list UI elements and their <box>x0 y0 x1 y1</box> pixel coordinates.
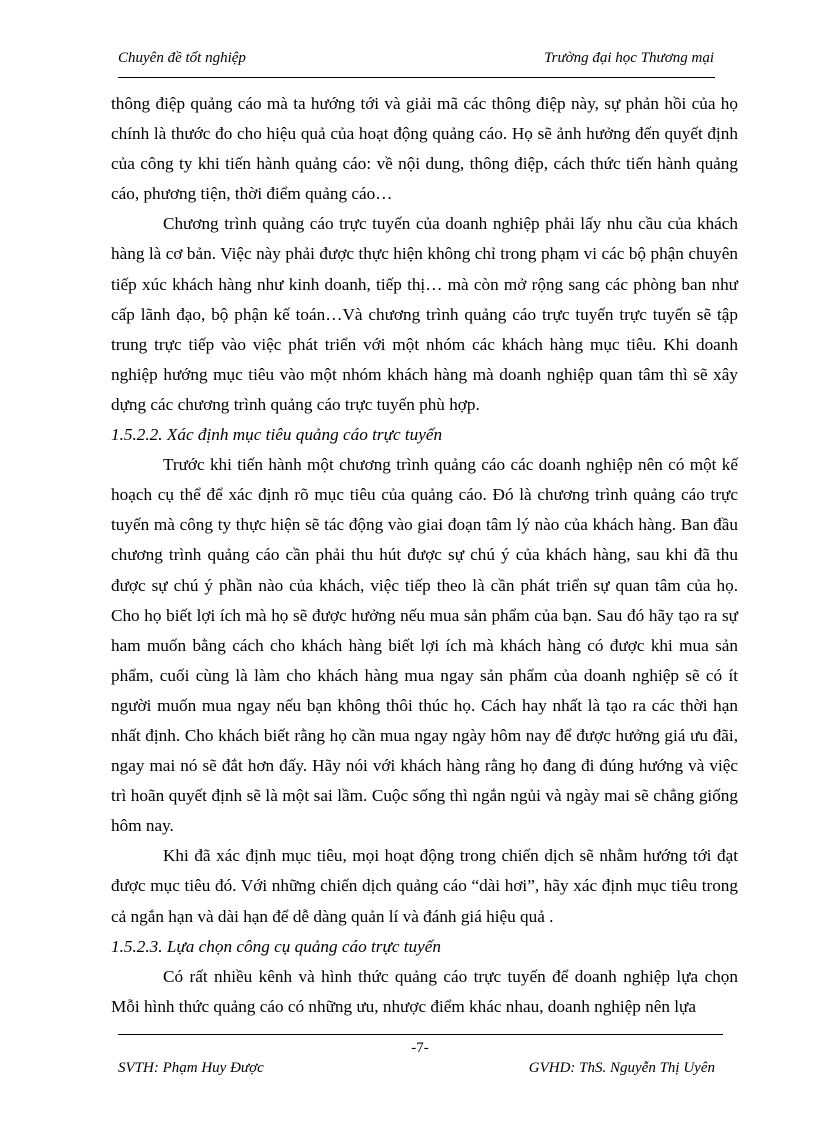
paragraph-advertising-objectives: Trước khi tiến hành một chương trình quảng cáo các doanh nghiệp nên có một kế hoạch cụ thể để xác định rõ mục tiêu của quảng cáo. Đó là chương trình quảng cáo trực tuyến mà công ty thực hiện sẽ tác động vào giai đoạn tâm lý nào của khách hàng. Ban đầu chương trình quảng cáo cần phải thu hút được sự chú ý của khách hàng, sau khi đã thu được sự chú ý phần nào của khách, việc tiếp theo là cần phát triển sự quan tâm của họ. Cho họ biết lợi ích mà họ sẽ được hưởng nếu mua sản phẩm của bạn. Sau đó hãy tạo ra sự ham muốn bằng cách cho khách hàng biết lợi ích mà khách hàng có được khi mua sản phẩm, cuối cùng là làm cho khách hàng mua ngay sản phẩm của doanh nghiệp sẽ có ít người muốn mua ngay nếu bạn không thôi thúc họ. Cách hay nhất là tạo ra các thời hạn nhất định. Cho khách biết rằng họ cần mua ngay ngày hôm nay để được hưởng giá ưu đãi, ngay mai nó sẽ đắt hơn đấy. Hãy nói với khách hàng rằng họ đang đi đúng hướng và việc trì hoãn quyết định sẽ là một sai lầm. Cuộc sống thì ngắn ngủi và ngày mai sẽ chẳng giống hôm nay. <box>111 455 738 836</box>
paragraph-campaign-goals: Khi đã xác định mục tiêu, mọi hoạt động trong chiến dịch sẽ nhằm hướng tới đạt được mục tiêu đó. Với những chiến dịch quảng cáo “dài hơi”, hãy xác định mục tiêu trong cả ngắn hạn và dài hạn để dễ dàng quản lí và đánh giá hiệu quả . <box>111 846 738 926</box>
section-heading-1-5-2-3: 1.5.2.3. Lựa chọn công cụ quảng cáo trực tuyến <box>111 936 441 956</box>
footer-rule <box>118 1034 723 1035</box>
footer-supervisor: GVHD: ThS. Nguyễn Thị Uyên <box>528 1060 715 1076</box>
footer-rule-thick-segment <box>118 1034 288 1035</box>
page-body <box>111 89 738 1022</box>
paragraph-customer-needs: Chương trình quảng cáo trực tuyến của doanh nghiệp phải lấy nhu cầu của khách hàng là cơ bản. Việc này phải được thực hiện không chỉ trong phạm vi các bộ phận chuyên tiếp xúc khách hàng như kinh doanh, tiếp thị… mà còn mở rộng sang các phòng ban như cấp lãnh đạo, bộ phận kế toán…Và chương trình quảng cáo trực tuyến trực tuyến sẽ tập trung trực tiếp vào việc phát triển với một nhóm các khách hàng mục tiêu. Khi doanh nghiệp hướng mục tiêu vào một nhóm khách hàng mà doanh nghiệp quan tâm thì sẽ xây dựng các chương trình quảng cáo trực tuyến phù hợp. <box>111 214 738 414</box>
page-footer <box>118 1060 715 1082</box>
paragraph-tool-selection: Có rất nhiều kênh và hình thức quảng cáo trực tuyến để doanh nghiệp lựa chọn Mỗi hình thức quảng cáo có những ưu, nhược điểm khác nhau, doanh nghiệp nên lựa <box>111 966 738 1016</box>
header-document-type: Chuyên đề tốt nghiệp <box>118 50 246 66</box>
page-header <box>118 50 714 72</box>
header-university: Trường đại học Thương mại <box>544 50 714 66</box>
paragraph-continuation: thông điệp quảng cáo mà ta hướng tới và giải mã các thông điệp này, sự phản hồi của họ chính là thước đo cho hiệu quả của hoạt động quảng cáo. Họ sẽ ảnh hưởng đến quyết định của công ty khi tiến hành quảng cáo: về nội dung, thông điệp, cách thức tiến hành quảng cáo, phương tiện, thời điểm quảng cáo… <box>111 94 738 204</box>
page-number: -7- <box>411 1040 429 1056</box>
section-heading-1-5-2-2: 1.5.2.2. Xác định mục tiêu quảng cáo trực tuyến <box>111 425 443 445</box>
footer-student: SVTH: Phạm Huy Được <box>118 1060 264 1076</box>
header-rule <box>118 77 715 78</box>
